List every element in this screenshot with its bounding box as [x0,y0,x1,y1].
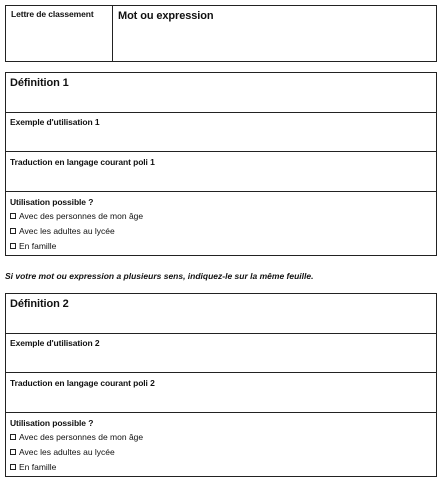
letter-label: Lettre de classement [11,9,94,19]
checkbox-icon[interactable] [10,243,16,249]
letter-cell[interactable] [6,6,113,61]
divider [6,112,436,113]
checkbox-icon[interactable] [10,213,16,219]
option-label: Avec les adultes au lycée [19,447,115,457]
option-label: En famille [19,462,57,472]
translation-label-1: Traduction en langage courant poli 1 [10,157,155,167]
option-same-age-1[interactable] [10,211,143,221]
definition-section-2 [5,293,437,477]
option-label: Avec des personnes de mon âge [19,211,144,221]
option-label: En famille [19,241,57,251]
checkbox-icon[interactable] [10,449,16,455]
checkbox-icon[interactable] [10,464,16,470]
option-label: Avec des personnes de mon âge [19,432,144,442]
checkbox-icon[interactable] [10,434,16,440]
usage-label-2: Utilisation possible ? [10,418,94,428]
divider [6,372,436,373]
option-same-age-2[interactable] [10,432,143,442]
option-adults-2[interactable] [10,447,115,457]
definition-label-1: Définition 1 [10,77,69,89]
divider [6,191,436,192]
definition-section-1 [5,72,437,256]
example-label-2: Exemple d'utilisation 2 [10,338,100,348]
divider [6,412,436,413]
multiple-meanings-note: Si votre mot ou expression a plusieurs sens, indiquez-le sur la même feuille. [5,271,314,281]
usage-label-1: Utilisation possible ? [10,197,94,207]
option-family-1[interactable] [10,241,56,251]
divider [6,333,436,334]
translation-label-2: Traduction en langage courant poli 2 [10,378,155,388]
option-adults-1[interactable] [10,226,115,236]
example-label-1: Exemple d'utilisation 1 [10,117,100,127]
definition-label-2: Définition 2 [10,298,69,310]
checkbox-icon[interactable] [10,228,16,234]
header-box [5,5,437,62]
option-label: Avec les adultes au lycée [19,226,115,236]
word-label: Mot ou expression [118,10,214,22]
word-cell[interactable] [113,6,436,61]
divider [6,151,436,152]
option-family-2[interactable] [10,462,56,472]
